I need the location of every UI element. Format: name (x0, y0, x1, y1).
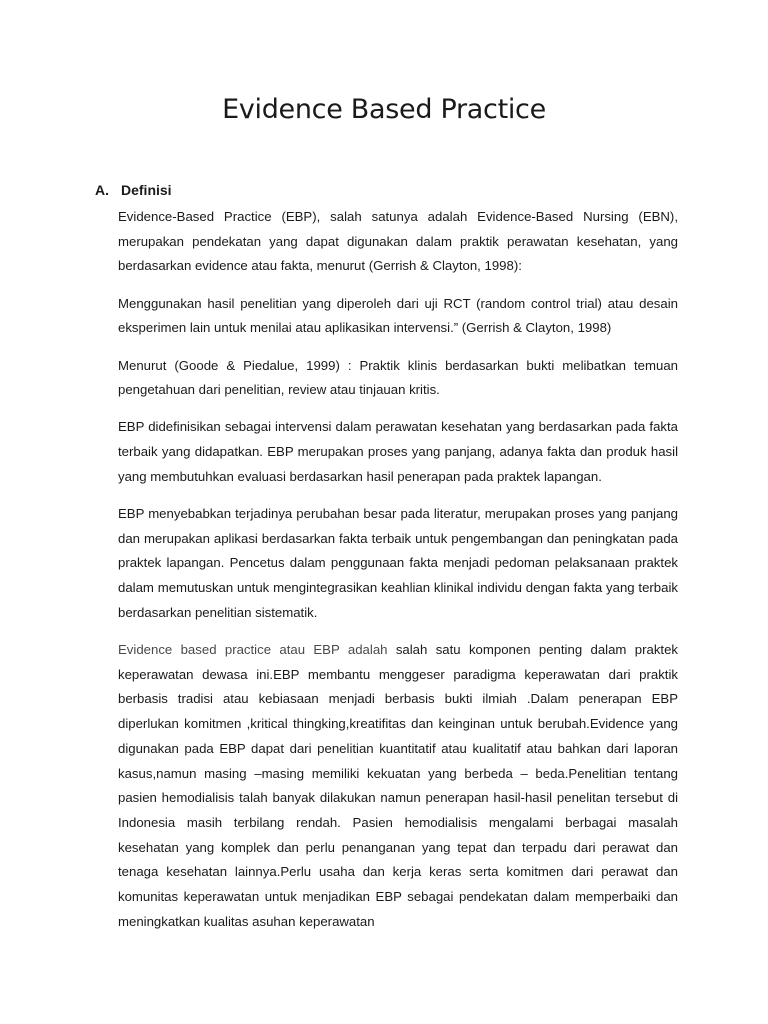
document-title: Evidence Based Practice (222, 94, 546, 125)
paragraph-ebp-component (118, 638, 678, 934)
paragraph-definition: Evidence-Based Practice (EBP), salah satunya adalah Evidence-Based Nursing (EBN), merupakan pendekatan yang dapat digunakan dalam praktik perawatan kesehatan, yang berdasarkan evidence atau fakta, menurut (Gerrish & Clayton, 1998): (118, 209, 678, 274)
paragraph-ebp-literature: EBP menyebabkan terjadinya perubahan besar pada literatur, merupakan proses yang panjang dan merupakan aplikasi berdasarkan fakta terbaik untuk pengembangan dan peningkatan pada praktek lapangan. Pencetus dalam penggunaan fakta menjadi pedoman pelaksanaan praktek dalam memutuskan untuk mengintegrasikan keahlian klinikal individu dengan fakta yang terbaik berdasarkan penelitian sistematik. (118, 506, 678, 620)
section-letter: A. (95, 182, 109, 198)
paragraph-goode: Menurut (Goode & Piedalue, 1999) : Praktik klinis berdasarkan bukti melibatkan temuan pengetahuan dari penelitian, review atau tinjauan kritis. (118, 357, 678, 398)
section-heading (95, 182, 172, 198)
paragraph-lead: Evidence based practice atau EBP adalah (118, 642, 388, 658)
paragraph-rest: salah satu komponen penting dalam praktek keperawatan dewasa ini.EBP membantu menggeser paradigma keperawatan dari praktik berbasis tradisi atau kebiasaan menjadi berbasis bukti ilmiah .Dalam penerapan EBP diperlukan komitmen ,kritical thingking,kreatifitas dan keinginan untuk berubah.Evidence yang digunakan pada EBP dapat dari penelitian kuantitatif atau kualitatif atau bahkan dari laporan kasus,namun masing –masing memiliki kekuatan yang berbeda – beda.Penelitian tentang pasien hemodialisis talah banyak dilakukan namun penerapan hasil-hasil penelitan tersebut di Indonesia masih terbilang rendah. Pasien hemodialisis mengalami berbagai masalah kesehatan yang komplek dan perlu penanganan yang tepat dan terpadu dari perawat dan tenaga kesehatan lainnya.Perlu usaha dan kerja keras serta komitmen dari perawat dan komunitas keperawatan untuk menjadikan EBP sebagai pendekatan dalam memperbaiki dan meningkatkan kualitas asuhan keperawatan (118, 642, 678, 929)
section-title: Definisi (121, 182, 172, 198)
paragraph-quote: Menggunakan hasil penelitian yang diperoleh dari uji RCT (random control trial) atau desain eksperimen lain untuk menilai atau aplikasikan intervensi.” (Gerrish & Clayton, 1998) (118, 295, 678, 336)
body-text (118, 205, 678, 947)
paragraph-ebp-definition: EBP didefinisikan sebagai intervensi dalam perawatan kesehatan yang berdasarkan pada fakta terbaik yang didapatkan. EBP merupakan proses yang panjang, adanya fakta dan produk hasil yang membutuhkan evaluasi berdasarkan hasil penerapan pada praktek lapangan. (118, 419, 678, 484)
